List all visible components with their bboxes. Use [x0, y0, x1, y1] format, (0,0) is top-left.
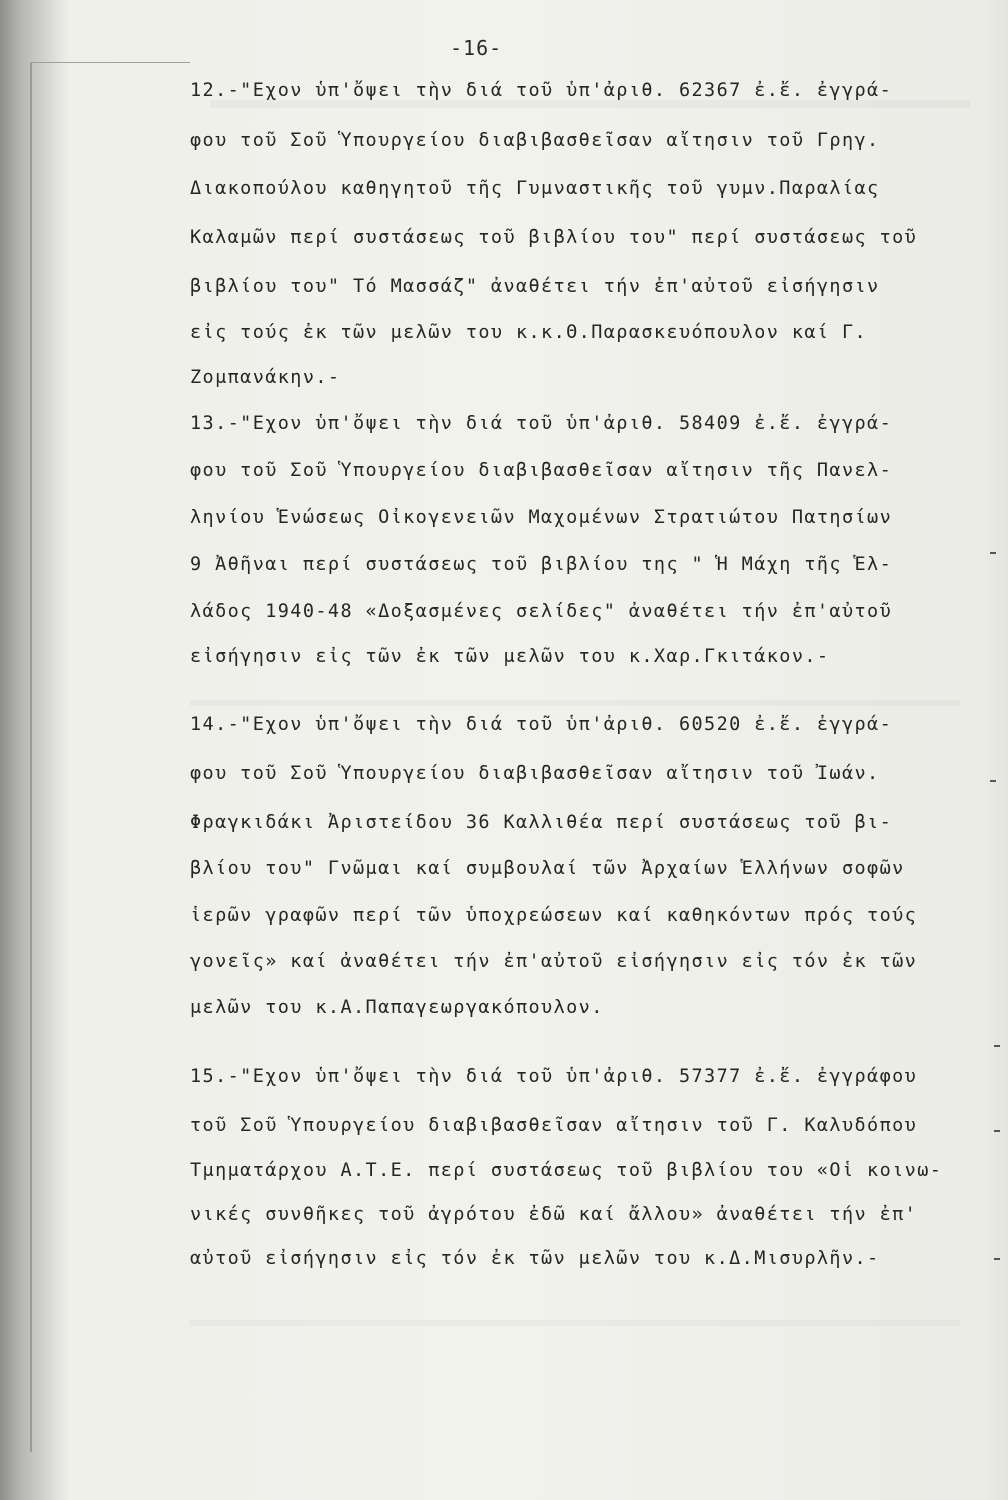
- text-line: μελῶν του κ.Α.Παπαγεωργακόπουλον.: [190, 997, 604, 1018]
- text-line: Καλαμῶν περί συστάσεως τοῦ βιβλίου του" περί συστάσεως τοῦ: [190, 227, 918, 248]
- text-line: 14.-"Εχον ὑπ'ὄψει τὴν διά τοῦ ὑπ'ἀριθ. 60520 ἐ.ἔ. ἐγγρά-: [190, 714, 893, 735]
- text-line: φου τοῦ Σοῦ Ὑπουργείου διαβιβασθεῖσαν αἴτησιν τῆς Πανελ-: [190, 460, 893, 481]
- text-line: αὐτοῦ εἰσήγησιν εἰς τόν ἐκ τῶν μελῶν του κ.Δ.Μισυρλῆν.-: [190, 1248, 880, 1269]
- margin-rule: [30, 62, 32, 1452]
- text-line: 12.-"Εχον ὑπ'ὄψει τὴν διά τοῦ ὑπ'ἀριθ. 62367 ἐ.ἔ. ἐγγρά-: [190, 80, 893, 101]
- text-line: Φραγκιδάκι Ἀριστείδου 36 Καλλιθέα περί συστάσεως τοῦ βι-: [190, 812, 893, 833]
- text-line: ἱερῶν γραφῶν περί τῶν ὑποχρεώσεων καί καθηκόντων πρός τούς: [190, 905, 918, 926]
- margin-mark: [990, 780, 996, 782]
- text-line: ληνίου Ἑνώσεως Οἰκογενειῶν Μαχομένων Στρατιώτου Πατησίων: [190, 507, 893, 528]
- top-rule: [30, 62, 190, 63]
- text-line: φου τοῦ Σοῦ Ὑπουργείου διαβιβασθεῖσαν αἴτησιν τοῦ Ἰωάν.: [190, 763, 880, 784]
- text-line: Διακοπούλου καθηγητοῦ τῆς Γυμναστικῆς τοῦ γυμν.Παραλίας: [190, 178, 880, 199]
- page-number: -16-: [450, 36, 503, 60]
- text-line: Ζομπανάκην.-: [190, 367, 341, 388]
- text-line: εἰσήγησιν εἰς τῶν ἐκ τῶν μελῶν του κ.Χαρ.Γκιτάκον.-: [190, 646, 830, 667]
- text-line: εἰς τούς ἐκ τῶν μελῶν του κ.κ.Θ.Παρασκευόπουλον καί Γ.: [190, 322, 868, 343]
- text-line: τοῦ Σοῦ Ὑπουργείου διαβιβασθεῖσαν αἴτησιν τοῦ Γ. Καλυδόπου: [190, 1115, 918, 1136]
- page-edge-shadow: [0, 0, 70, 1500]
- text-line: 13.-"Εχον ὑπ'ὄψει τὴν διά τοῦ ὑπ'ἀριθ. 58409 ἐ.ἔ. ἐγγρά-: [190, 413, 893, 434]
- text-line: λάδος 1940-48 «Δοξασμένες σελίδες" ἀναθέτει τήν ἐπ'αὐτοῦ: [190, 601, 893, 622]
- text-line: φου τοῦ Σοῦ Ὑπουργείου διαβιβασθεῖσαν αἴτησιν τοῦ Γρηγ.: [190, 130, 880, 151]
- text-line: γονεῖς» καί ἀναθέτει τήν ἐπ'αὐτοῦ εἰσήγησιν εἰς τόν ἐκ τῶν: [190, 951, 918, 972]
- text-line: νικές συνθῆκες τοῦ ἀγρότου ἐδῶ καί ἄλλου» ἀναθέτει τήν ἐπ': [190, 1204, 918, 1225]
- margin-mark: [994, 1258, 1000, 1260]
- margin-mark: [994, 1130, 1000, 1132]
- margin-mark: [990, 552, 996, 554]
- text-line: βλίου του" Γνῶμαι καί συμβουλαί τῶν Ἀρχαίων Ἑλλήνων σοφῶν: [190, 858, 905, 879]
- text-line: Τμηματάρχου Α.Τ.Ε. περί συστάσεως τοῦ βιβλίου του «Οἱ κοινω-: [190, 1160, 943, 1181]
- text-line: 9 Ἀθῆναι περί συστάσεως τοῦ βιβλίου της " Ἡ Μάχη τῆς Ἑλ-: [190, 554, 893, 575]
- text-line: 15.-"Εχον ὑπ'ὄψει τὴν διά τοῦ ὑπ'ἀριθ. 57377 ἐ.ἔ. ἐγγράφου: [190, 1066, 918, 1087]
- text-line: βιβλίου του" Τό Μασσάζ" ἀναθέτει τήν ἐπ'αὐτοῦ εἰσήγησιν: [190, 276, 880, 297]
- margin-mark: [994, 1045, 1000, 1047]
